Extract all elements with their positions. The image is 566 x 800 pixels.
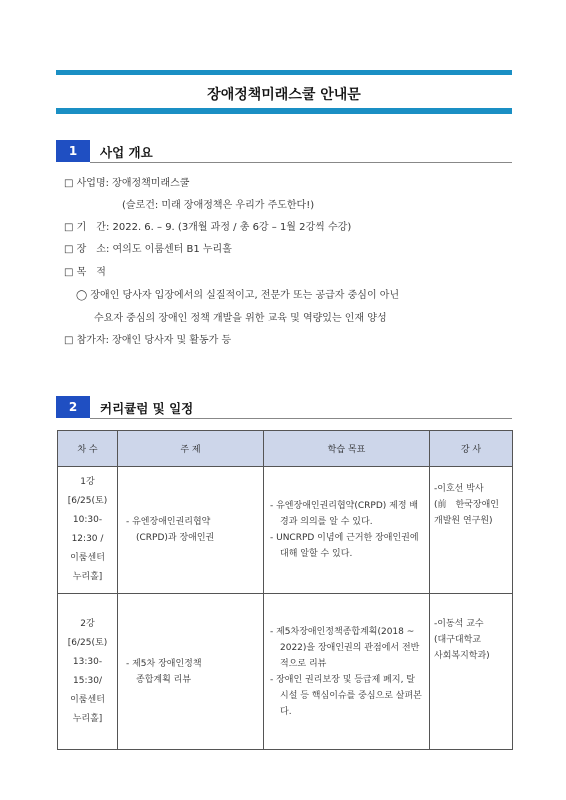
header-goal: 학습 목표 bbox=[264, 431, 430, 467]
table-row bbox=[58, 594, 513, 750]
goal-item: - 제5차장애인정책종합계획(2018 ~ 2022)을 장애인권의 관점에서 전반적으로 리뷰 bbox=[270, 626, 420, 669]
topic-line: - 제5차 장애인정책 bbox=[126, 658, 202, 669]
goal-item: - UNCRPD 이념에 근거한 장애인권에 대해 알할 수 있다. bbox=[270, 533, 419, 559]
session-label: 1강 bbox=[80, 477, 95, 487]
topic-cell bbox=[118, 467, 264, 594]
section-2-underline bbox=[90, 418, 512, 419]
overview-participants: □ 참가자: 장애인 당사자 및 활동가 등 bbox=[64, 335, 232, 346]
session-venue: 이룸센터 bbox=[70, 694, 105, 705]
session-time-start: 13:30- bbox=[72, 656, 103, 667]
curriculum-table bbox=[57, 430, 513, 750]
session-date: [6/25(토) bbox=[67, 496, 108, 506]
session-cell bbox=[58, 594, 118, 750]
overview-slogan: (슬로건: 미래 장애정책은 우리가 주도한다!) bbox=[122, 200, 315, 211]
session-time-end: 15:30/ bbox=[73, 675, 102, 686]
overview-purpose-label: □ 목 적 bbox=[64, 267, 106, 278]
table-row bbox=[58, 467, 513, 594]
teacher-affiliation: (대구대학교 bbox=[434, 635, 481, 645]
section-1-underline bbox=[90, 162, 512, 163]
teacher-name: -이동석 교수 bbox=[434, 619, 484, 629]
overview-place: □ 장 소: 여의도 이룸센터 B1 누리홀 bbox=[64, 244, 232, 255]
overview-name: □ 사업명: 장애정책미래스쿨 bbox=[64, 178, 190, 189]
header-topic: 주 제 bbox=[118, 431, 264, 467]
teacher-affiliation: (前 한국장애인 bbox=[434, 500, 499, 510]
session-hall: 누리홀] bbox=[72, 713, 103, 724]
session-date: [6/25(토) bbox=[67, 637, 108, 648]
overview-period: □ 기 간: 2022. 6. – 9. (3개월 과정 / 총 6강 – 1월 2강씩 수강) bbox=[64, 222, 352, 233]
session-cell bbox=[58, 467, 118, 594]
header-session: 차 수 bbox=[58, 431, 118, 467]
overview-purpose-line-1: ◯ 장애인 당사자 입장에서의 실질적이고, 전문가 또는 공급자 중심이 아닌 bbox=[76, 290, 400, 301]
teacher-name: -이호선 박사 bbox=[434, 484, 484, 494]
table-header-row bbox=[58, 431, 513, 467]
topic-line: (CRPD)과 장애인권 bbox=[136, 533, 215, 543]
overview-purpose-line-2: 수요자 중심의 장애인 정책 개발을 위한 교육 및 역량있는 인재 양성 bbox=[94, 313, 387, 324]
goal-item: - 유엔장애인권리협약(CRPD) 제정 배경과 의의를 알 수 있다. bbox=[270, 501, 419, 527]
goal-cell bbox=[264, 467, 430, 594]
session-time-start: 10:30- bbox=[72, 515, 103, 525]
topic-cell bbox=[118, 594, 264, 750]
teacher-cell bbox=[430, 467, 513, 594]
section-2-header bbox=[56, 396, 512, 420]
section-1-title: 사업 개요 bbox=[100, 145, 153, 160]
topic-line: 종합계획 리뷰 bbox=[136, 674, 192, 685]
section-2-title: 커리큘럼 및 일정 bbox=[100, 401, 194, 416]
section-2-number: 2 bbox=[56, 396, 90, 418]
teacher-cell bbox=[430, 594, 513, 750]
session-label: 2강 bbox=[80, 618, 95, 629]
document-title: 장애정책미래스쿨 안내문 bbox=[207, 87, 361, 103]
topic-line: - 유엔장애인권리협약 bbox=[126, 517, 211, 527]
goal-item: - 장애인 권리보장 및 등급제 폐지, 탈시설 등 핵심이슈를 중심으로 살펴본다. bbox=[270, 674, 422, 717]
teacher-affiliation: 사회복지학과) bbox=[434, 651, 490, 661]
goal-cell bbox=[264, 594, 430, 750]
header-teacher: 강 사 bbox=[430, 431, 513, 467]
section-1-number: 1 bbox=[56, 140, 90, 162]
session-venue: 이룸센터 bbox=[70, 553, 105, 563]
section-1-header bbox=[56, 140, 512, 164]
teacher-affiliation: 개발원 연구원) bbox=[434, 516, 493, 526]
session-time-end: 12:30 / bbox=[71, 534, 104, 544]
session-hall: 누리홀] bbox=[72, 572, 103, 582]
title-top-bar bbox=[56, 70, 512, 75]
title-bottom-bar bbox=[56, 108, 512, 114]
